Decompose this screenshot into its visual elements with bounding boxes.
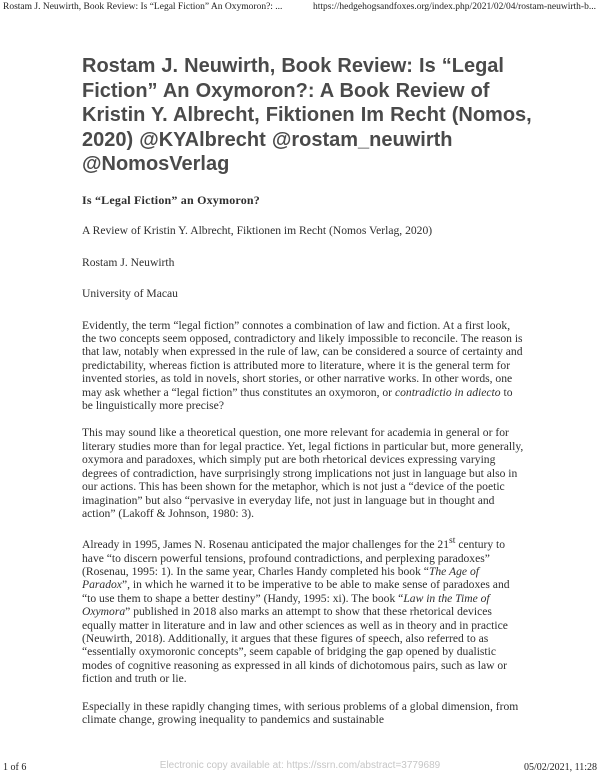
- author-name: Rostam J. Neuwirth: [82, 255, 175, 269]
- article-heading: Is “Legal Fiction” an Oxymoron?: [82, 193, 260, 207]
- book-title: Law in the Time of Oxymora: [82, 591, 490, 619]
- paragraph-1-end: to be linguistically more precise?: [82, 385, 513, 413]
- paragraph-3-text: ” published in 2018 also marks an attempt to show that these rhetorical devices equally matter in literature and in law and other sciences as well as in theory and in practice (Neuwirth, 2018). Additionally, it argues that these figures of speech, also referred to as “essentially oxymoronic concepts”, seem capable of bridging the gap opened by dualistic modes of cognitive reasoning as expressed in all kinds of dichotomous pairs, such as law or fiction and truth or lie.: [82, 605, 508, 686]
- latin-term: contradictio in adiecto: [394, 385, 501, 399]
- paragraph-3-text: century to have “to discern powerful tensions, profound contradictions, and perplexing paradoxes” (Rosenau, 1995: 1). In the same year, Charles Handy completed his book “: [82, 538, 506, 578]
- book-title: The Age of Paradox: [82, 564, 479, 592]
- paragraph-3-text: ”, in which he warned it to be imperative to be able to make sense of paradoxes and “to use them to shape a better destiny” (Handy, 1995: xi). The book “: [82, 578, 510, 605]
- paragraph-2: This may sound like a theoretical question, one more relevant for academia in general or for literary studies more than for legal practice. Yet, legal fictions in particular but, more generally, oxymora and paradoxes, which simply put are both rhetorical devices expressing varying degrees of contradiction, have surprisingly strong implications not just in language but also in our actions. This has been shown for the metaphor, which is not just a “device of the poetic imagination” but also “pervasive in everyday life, not just in language but in thought and action” (Lakoff & Johnson, 1980: 3).: [82, 426, 524, 520]
- superscript: st: [449, 535, 456, 547]
- print-header-url: https://hedgehogsandfoxes.org/index.php/2021/02/04/rostam-neuwirth-b...: [313, 2, 596, 12]
- paragraph-1: [82, 319, 524, 413]
- paragraph-3-text: Already in 1995, James N. Rosenau anticipated the major challenges for the 21: [82, 538, 450, 552]
- paragraph-4: Especially in these rapidly changing times, with serious problems of a global dimension, from climate change, growing inequality to pandemics and sustainable: [82, 699, 519, 727]
- page-number: 1 of 6: [3, 762, 27, 773]
- paragraph-1-text: Evidently, the term “legal fiction” connotes a combination of law and fiction. At a first look, the two concepts seem opposed, contradictory and likely impossible to reconcile. The reason is that law, notably when expressed in the rule of law, can be considered a source of certainty and predictability, whereas fiction is attributed more to literature, where it is the general term for invented stories, as told in novels, short stories, or other narrative works. In other words, one may ask whether a “legal fiction” thus constitutes an oxymoron, or: [82, 318, 523, 399]
- paragraph-3: [82, 534, 524, 685]
- print-header-title: Rostam J. Neuwirth, Book Review: Is “Legal Fiction” An Oxymoron?: ...: [3, 2, 283, 12]
- article-title: Rostam J. Neuwirth, Book Review: Is “Legal Fiction” An Oxymoron?: A Book Review of Kristin Y. Albrecht, Fiktionen Im Recht (Nomos, 2020) @KYAlbrecht @rostam_neuwirth @NomosVerlag: [82, 55, 532, 175]
- article-body: [82, 194, 524, 740]
- print-datetime: 05/02/2021, 11:28: [524, 762, 597, 773]
- author-affiliation: University of Macau: [82, 287, 178, 301]
- article-subtitle: A Review of Kristin Y. Albrecht, Fiktionen im Recht (Nomos Verlag, 2020): [82, 224, 433, 238]
- ssrn-watermark: Electronic copy available at: https://ssrn.com/abstract=3779689: [159, 760, 441, 771]
